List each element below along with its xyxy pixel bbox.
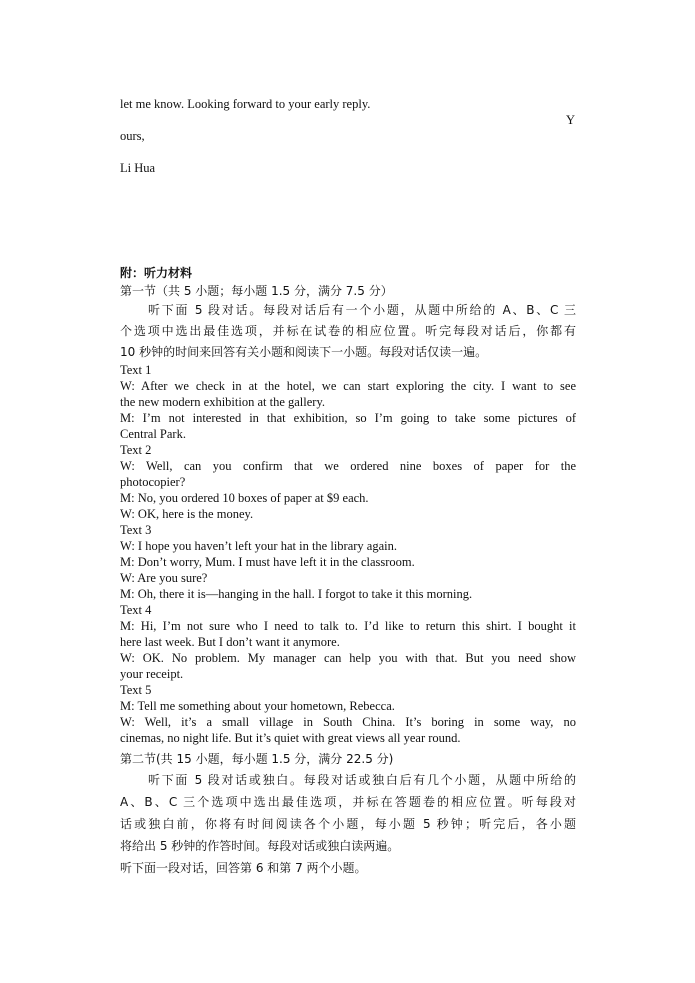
dialogue-line: your receipt. (120, 667, 184, 681)
dialogue-line: W: OK. No problem. My manager can help you with that. But you need show (120, 651, 576, 665)
dialogue-line: W: Well, it’s a small village in South China. It’s boring in some way, no (120, 715, 576, 729)
letter-yours-fragment-ours: ours, (120, 129, 145, 143)
text-label: Text 2 (120, 443, 152, 457)
text-label: Text 5 (120, 683, 152, 697)
section2-instruction-line: 将给出 5 秒钟的作答时间。每段对话或独白读两遍。 (120, 839, 400, 853)
dialogue-line: M: Oh, there it is—hanging in the hall. I forgot to take it this morning. (120, 587, 473, 601)
dialogue-line: W: Well, can you confirm that we ordered nine boxes of paper for the (120, 459, 576, 473)
section2-instruction-line: 听下面 5 段对话或独白。每段对话或独白后有几个小题，从题中所给的 (148, 773, 576, 787)
letter-closing-line: let me know. Looking forward to your early reply. (120, 97, 371, 111)
dialogue-line: W: OK, here is the money. (120, 507, 254, 521)
letter-yours-fragment-y: Y (566, 113, 576, 127)
dialogue-line: M: I’m not interested in that exhibition, so I’m going to take some pictures of (120, 411, 576, 425)
text-label: Text 4 (120, 603, 152, 617)
text-label: Text 3 (120, 523, 152, 537)
letter-signature: Li Hua (120, 161, 156, 175)
dialogue-line: Central Park. (120, 427, 186, 441)
text-label: Text 1 (120, 363, 152, 377)
section2-instruction-line: A、B、C 三个选项中选出最佳选项，并标在答题卷的相应位置。听每段对 (120, 795, 576, 809)
dialogue-line: W: I hope you haven’t left your hat in the library again. (120, 539, 397, 553)
dialogue-line: M: Hi, I’m not sure who I need to talk to. I’d like to return this shirt. I bought it (120, 619, 576, 633)
dialogue-line: M: Don’t worry, Mum. I must have left it in the classroom. (120, 555, 415, 569)
section1-instruction-line: 听下面 5 段对话。每段对话后有一个小题，从题中所给的 A、B、C 三 (148, 303, 576, 317)
section1-title: 第一节（共 5 小题；每小题 1.5 分，满分 7.5 分） (120, 284, 393, 298)
dialogue-line: M: No, you ordered 10 boxes of paper at $9 each. (120, 491, 369, 505)
dialogue-line: cinemas, no night life. But it’s quiet with great views all year round. (120, 731, 461, 745)
dialogue-line: the new modern exhibition at the gallery. (120, 395, 326, 409)
section1-instruction-line: 10 秒钟的时间来回答有关小题和阅读下一小题。每段对话仅读一遍。 (120, 345, 488, 359)
dialogue-line: here last week. But I don’t want it anymore. (120, 635, 340, 649)
dialogue-line: W: After we check in at the hotel, we can start exploring the city. I want to see (120, 379, 576, 393)
dialogue-line: M: Tell me something about your hometown, Rebecca. (120, 699, 395, 713)
dialogue-line: W: Are you sure? (120, 571, 208, 585)
dialogue-line: photocopier? (120, 475, 186, 489)
appendix-heading: 附：听力材料 (120, 266, 193, 280)
section1-instruction-line: 个选项中选出最佳选项，并标在试卷的相应位置。听完每段对话后，你都有 (120, 324, 576, 338)
section2-instruction-line: 话或独白前，你将有时间阅读各个小题，每小题 5 秒钟；听完后，各小题 (120, 817, 576, 831)
section2-title: 第二节(共 15 小题，每小题 1.5 分，满分 22.5 分) (120, 752, 394, 766)
section2-next-instruction: 听下面一段对话，回答第 6 和第 7 两个小题。 (120, 861, 367, 875)
